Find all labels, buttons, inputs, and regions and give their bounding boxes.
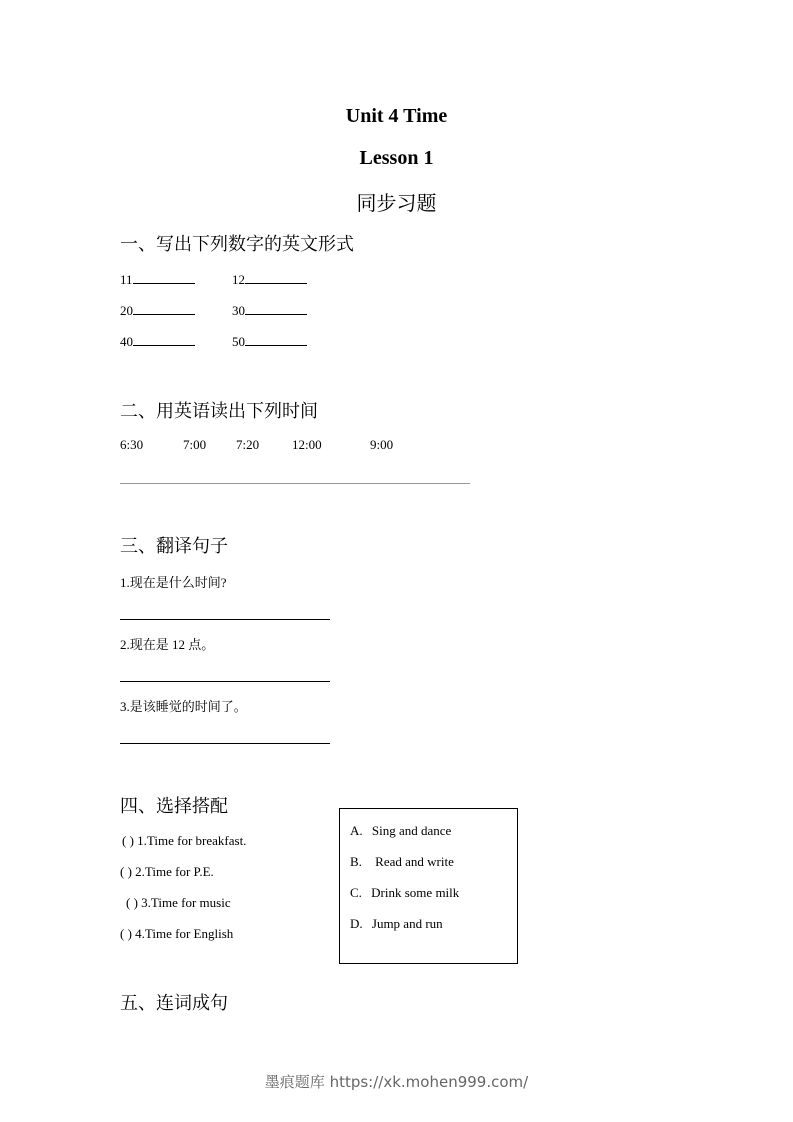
number-item	[120, 333, 195, 350]
lesson-title: Lesson 1	[359, 147, 434, 169]
option-letter: D.	[350, 916, 363, 931]
match-question: ( ) 2.Time for P.E.	[120, 864, 214, 879]
answer-line[interactable]	[120, 483, 470, 484]
answer-blank[interactable]	[133, 333, 195, 346]
number-label: 40	[120, 334, 133, 349]
option-item	[350, 854, 454, 870]
time-item: 9:00	[370, 437, 394, 452]
section3-heading: 三、翻译句子	[120, 536, 228, 557]
option-item	[350, 885, 459, 901]
option-text: Sing and dance	[371, 823, 452, 838]
number-label: 11	[120, 272, 133, 287]
answer-line[interactable]	[120, 681, 330, 682]
answer-blank[interactable]	[245, 271, 307, 284]
answer-blank[interactable]	[245, 333, 307, 346]
number-label: 20	[120, 303, 133, 318]
option-item	[350, 916, 443, 932]
section2-heading: 二、用英语读出下列时间	[120, 401, 318, 422]
sentence-prompt: 2.现在是 12 点。	[120, 637, 215, 652]
match-question: ( ) 3.Time for music	[126, 895, 231, 910]
watermark: 墨痕题库 https://xk.mohen999.com/	[264, 1073, 529, 1091]
number-label: 30	[232, 303, 245, 318]
option-text: Jump and run	[371, 916, 443, 931]
sentence-prompt: 1.现在是什么时间?	[120, 575, 227, 590]
page-title: Unit 4 Time	[345, 105, 448, 127]
number-item	[232, 271, 307, 288]
sentence-prompt: 3.是该睡觉的时间了。	[120, 699, 247, 714]
time-item: 7:20	[236, 437, 260, 452]
number-item	[232, 333, 307, 350]
section5-heading: 五、连词成句	[120, 993, 228, 1014]
option-item	[350, 823, 451, 839]
answer-blank[interactable]	[133, 271, 195, 284]
answer-blank[interactable]	[133, 302, 195, 315]
option-letter: A.	[350, 823, 363, 838]
section4-heading: 四、选择搭配	[120, 796, 228, 817]
option-text: Drink some milk	[371, 885, 460, 900]
match-question: ( ) 4.Time for English	[120, 926, 234, 941]
answer-line[interactable]	[120, 619, 330, 620]
match-question: ( ) 1.Time for breakfast.	[122, 833, 247, 848]
time-item: 6:30	[120, 437, 144, 452]
option-letter: C.	[350, 885, 362, 900]
answer-blank[interactable]	[245, 302, 307, 315]
number-item	[120, 302, 195, 319]
option-text: Read and write	[375, 854, 454, 869]
number-item	[120, 271, 195, 288]
page-subtitle: 同步习题	[356, 191, 437, 215]
time-item: 7:00	[183, 437, 207, 452]
answer-line[interactable]	[120, 743, 330, 744]
section1-heading: 一、写出下列数字的英文形式	[120, 234, 354, 255]
number-label: 50	[232, 334, 245, 349]
option-letter: B.	[350, 854, 362, 869]
time-item: 12:00	[292, 437, 322, 452]
number-item	[232, 302, 307, 319]
number-label: 12	[232, 272, 245, 287]
